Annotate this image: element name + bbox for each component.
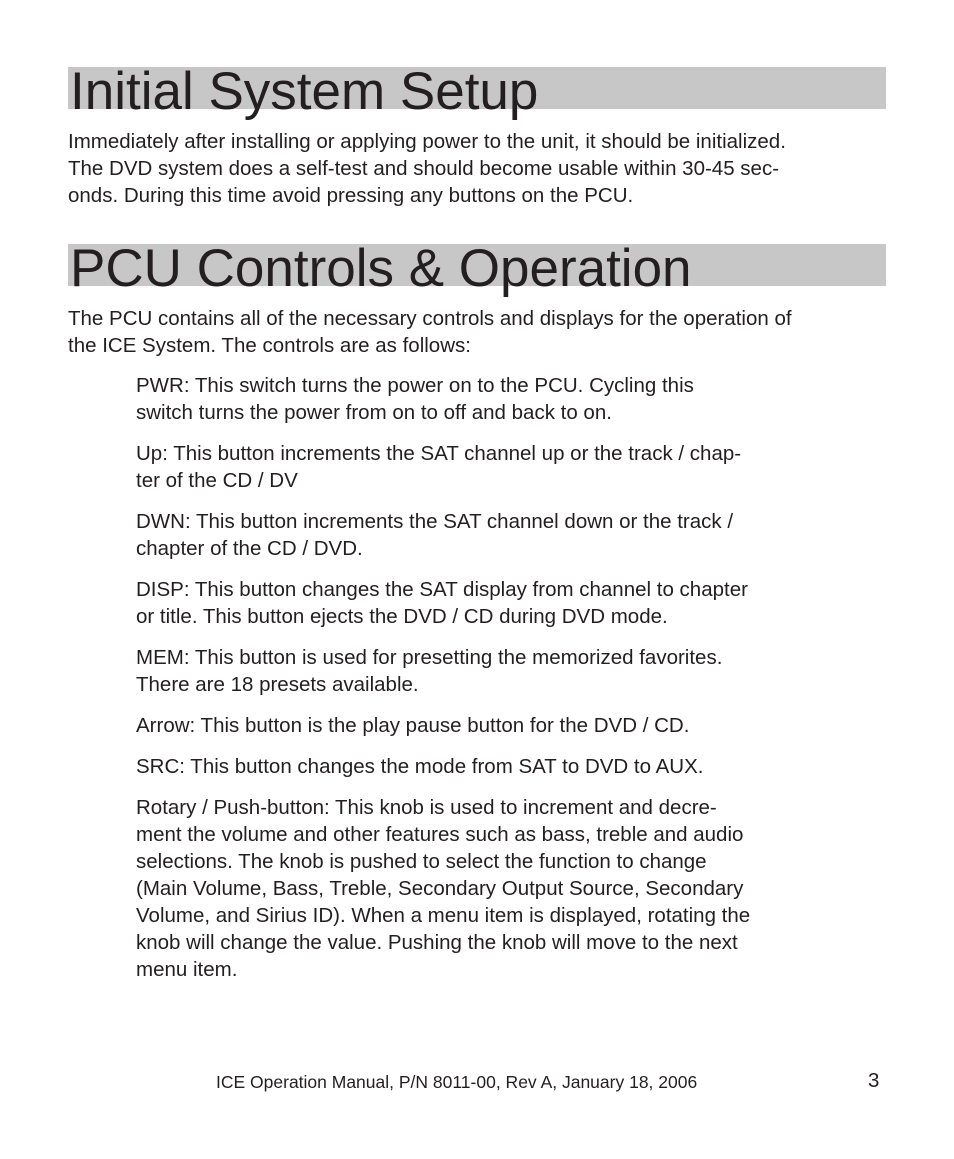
section-title: PCU Controls & Operation bbox=[70, 239, 692, 298]
control-item-arrow: Arrow: This button is the play pause button for the DVD / CD. bbox=[136, 714, 690, 737]
control-item-src: SRC: This button changes the mode from SAT to DVD to AUX. bbox=[136, 755, 704, 778]
section-heading-pcu-controls bbox=[68, 239, 886, 298]
controls-intro-paragraph: The PCU contains all of the necessary controls and displays for the operation of the ICE System. The controls are as follows: bbox=[68, 307, 792, 357]
page-footer: ICE Operation Manual, P/N 8011-00, Rev A, January 18, 2006 bbox=[216, 1072, 698, 1092]
controls-list bbox=[136, 372, 836, 997]
control-item-dwn: DWN: This button increments the SAT channel down or the track / chapter of the CD / DVD. bbox=[136, 510, 734, 560]
setup-paragraph: Immediately after installing or applying power to the unit, it should be initialized. The DVD system does a self-test and should become usable within 30-45 sec- onds. During this time avoid pressing any buttons on the PCU. bbox=[68, 130, 786, 207]
section-title: Initial System Setup bbox=[70, 62, 539, 121]
page-number: 3 bbox=[868, 1069, 880, 1092]
control-item-disp: DISP: This button changes the SAT display from channel to chapter or title. This button ejects the DVD / CD during DVD mode. bbox=[136, 578, 748, 628]
control-item-mem: MEM: This button is used for presetting the memorized favorites. There are 18 presets available. bbox=[136, 646, 723, 696]
section-heading-initial-setup bbox=[68, 62, 886, 121]
control-item-rotary: Rotary / Push-button: This knob is used to increment and decre- ment the volume and other features such as bass, treble and audio selections. The knob is pushed to select the function to change (Main Volume, Bass, Treble, Secondary Output Source, Secondary Volume, and Sirius ID). When a menu item is displayed, rotating the knob will change the value. Pushing the knob will move to the next menu item. bbox=[136, 796, 751, 981]
control-item-pwr: PWR: This switch turns the power on to the PCU. Cycling this switch turns the power from on to off and back to on. bbox=[136, 374, 694, 424]
control-item-up: Up: This button increments the SAT channel up or the track / chap- ter of the CD / DV bbox=[136, 442, 742, 492]
